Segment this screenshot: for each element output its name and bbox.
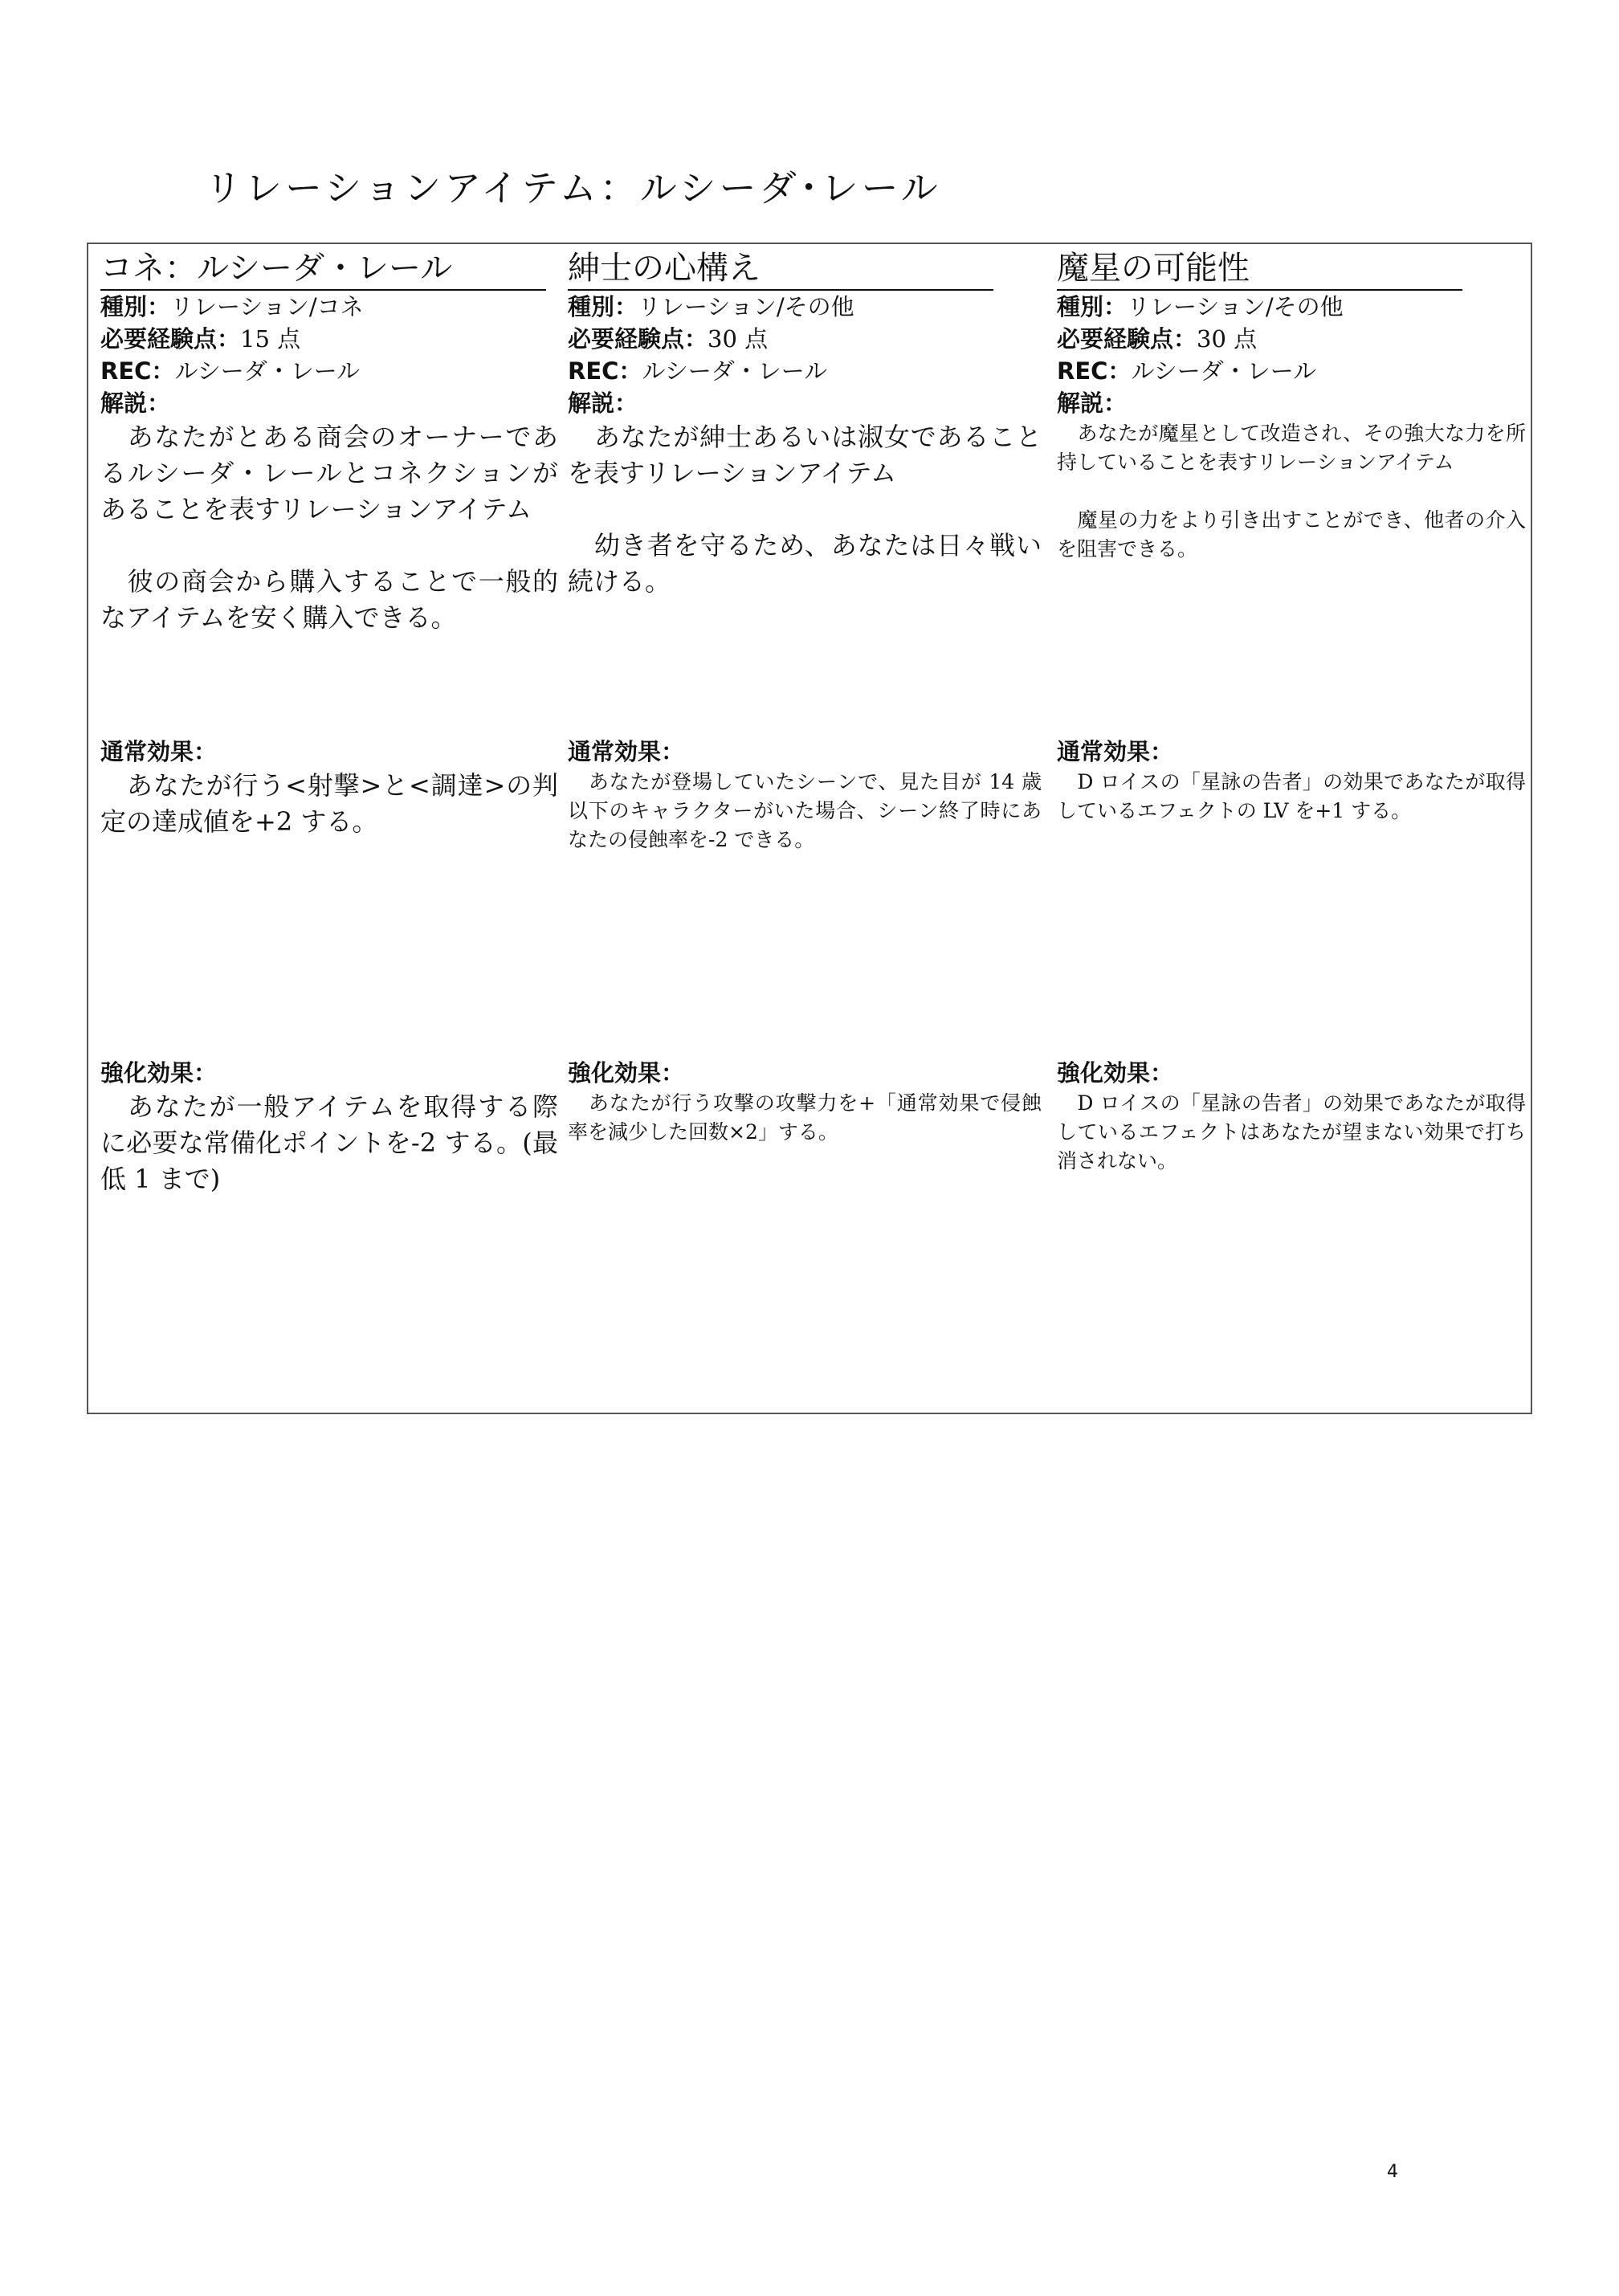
rec-row bbox=[100, 355, 558, 387]
rec-value: ルシーダ・レール bbox=[642, 357, 828, 385]
exp-row bbox=[1057, 323, 1526, 355]
item-title: コネ：ルシーダ・レール bbox=[100, 247, 546, 291]
type-value: リレーション/コネ bbox=[170, 293, 364, 320]
exp-label: 必要経験点： bbox=[568, 325, 708, 353]
rec-value: ルシーダ・レール bbox=[1131, 357, 1317, 385]
enhanced-effect-text: あなたが一般アイテムを取得する際に必要な常備化ポイントを-2 する。(最低 1 まで) bbox=[100, 1091, 558, 1194]
description-text: あなたが紳士あるいは淑女であることを表すリレーションアイテム 幼き者を守るため、あなたは日々戦い続ける。 bbox=[568, 422, 1042, 597]
exp-value: 30 点 bbox=[708, 325, 769, 353]
enhanced-effect-text: あなたが行う攻撃の攻撃力を+「通常効果で侵蝕率を減少した回数×2」する。 bbox=[568, 1091, 1042, 1144]
normal-effect-text: あなたが行う<射撃>と<調達>の判定の達成値を+2 する。 bbox=[100, 770, 558, 837]
rec-value: ルシーダ・レール bbox=[174, 357, 361, 385]
type-label: 種別： bbox=[1057, 293, 1128, 320]
desc-label: 解説： bbox=[100, 389, 171, 417]
enhanced-effect-label: 強化効果： bbox=[568, 1059, 685, 1087]
normal-effect-label: 通常効果： bbox=[100, 738, 218, 765]
item-column-star-potential bbox=[1057, 244, 1526, 1413]
rec-label: REC： bbox=[568, 357, 642, 385]
normal-effect-label: 通常効果： bbox=[568, 738, 685, 765]
item-column-connection bbox=[100, 244, 558, 1413]
description-text: あなたがとある商会のオーナーであるルシーダ・レールとコネクションがあることを表すリレーションアイテム 彼の商会から購入することで一般的なアイテムを安く購入できる。 bbox=[100, 422, 558, 633]
exp-value: 30 点 bbox=[1197, 325, 1258, 353]
type-row bbox=[1057, 291, 1526, 323]
description-text: あなたが魔星として改造され、その強大な力を所持していることを表すリレーションアイテム 魔星の力をより引き出すことができ、他者の介入を阻害できる。 bbox=[1057, 422, 1526, 561]
type-value: リレーション/その他 bbox=[1127, 293, 1344, 320]
type-label: 種別： bbox=[100, 293, 171, 320]
page-number: 4 bbox=[1387, 2162, 1398, 2182]
desc-label: 解説： bbox=[1057, 389, 1128, 417]
rec-label: REC： bbox=[100, 357, 175, 385]
type-label: 種別： bbox=[568, 293, 638, 320]
exp-row bbox=[100, 323, 558, 355]
normal-effect-text: あなたが登場していたシーンで、見た目が 14 歳以下のキャラクターがいた場合、シーン終了時にあなたの侵蝕率を-2 できる。 bbox=[568, 770, 1042, 851]
item-title: 紳士の心構え bbox=[568, 247, 993, 291]
type-value: リレーション/その他 bbox=[638, 293, 854, 320]
desc-label: 解説： bbox=[568, 389, 638, 417]
exp-value: 15 点 bbox=[240, 325, 301, 353]
enhanced-effect-label: 強化効果： bbox=[100, 1059, 218, 1087]
exp-row bbox=[568, 323, 1042, 355]
enhanced-effect-text: D ロイスの「星詠の告者」の効果であなたが取得しているエフェクトはあなたが望まない効果で打ち消されない。 bbox=[1057, 1091, 1526, 1172]
exp-label: 必要経験点： bbox=[1057, 325, 1197, 353]
item-table bbox=[87, 243, 1532, 1414]
rec-row bbox=[1057, 355, 1526, 387]
normal-effect-text: D ロイスの「星詠の告者」の効果であなたが取得しているエフェクトの LV を+1 する。 bbox=[1057, 770, 1526, 822]
exp-label: 必要経験点： bbox=[100, 325, 241, 353]
type-row bbox=[568, 291, 1042, 323]
item-title: 魔星の可能性 bbox=[1057, 247, 1462, 291]
enhanced-effect-label: 強化効果： bbox=[1057, 1059, 1174, 1087]
type-row bbox=[100, 291, 558, 323]
rec-row bbox=[568, 355, 1042, 387]
item-column-gentleman bbox=[568, 244, 1042, 1413]
page-title: リレーションアイテム：ルシーダ･レール bbox=[205, 166, 941, 210]
rec-label: REC： bbox=[1057, 357, 1132, 385]
normal-effect-label: 通常効果： bbox=[1057, 738, 1174, 765]
